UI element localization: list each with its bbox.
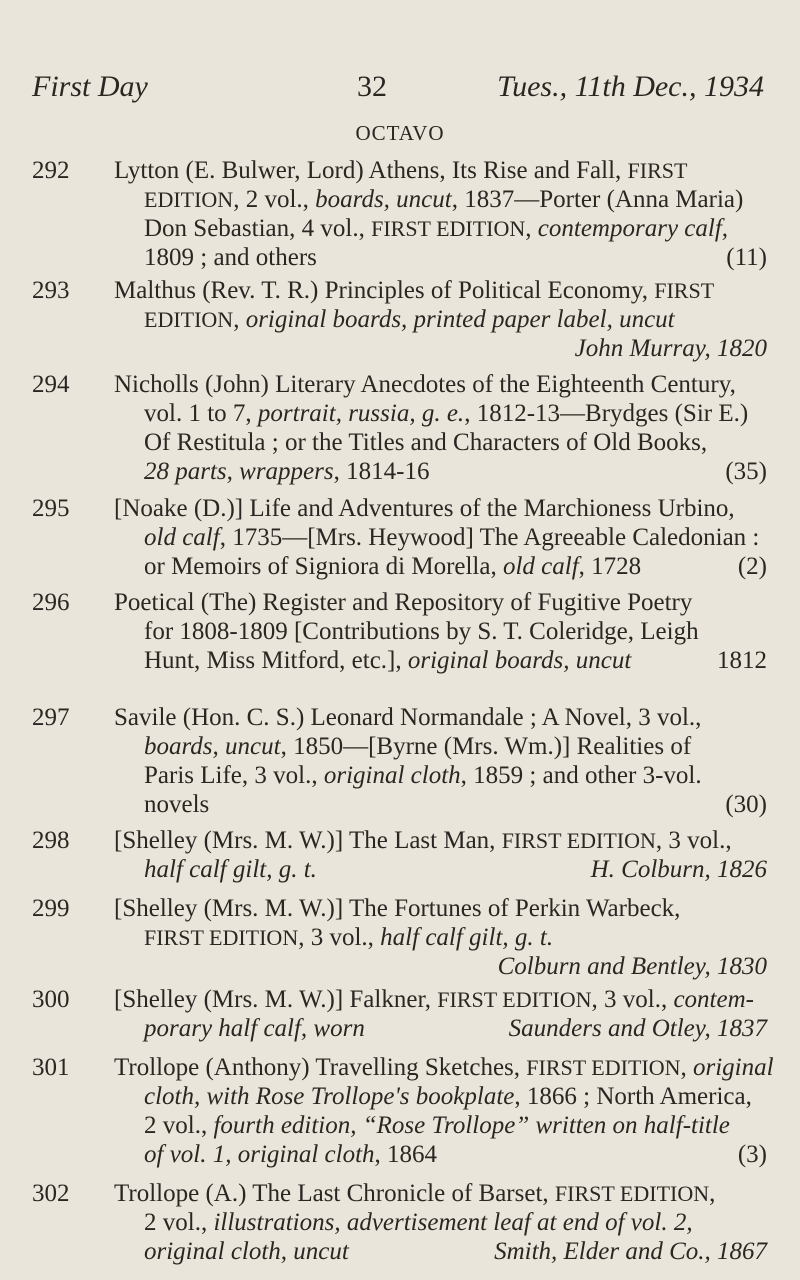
text: , 1850—[Byrne (Mrs. Wm.)] Realities of — [280, 733, 692, 760]
lot-number: 301 — [32, 1054, 70, 1081]
text: novels — [144, 791, 210, 818]
lot-line — [114, 1140, 767, 1169]
italic-text: half calf gilt, g. t. — [144, 856, 317, 883]
text: , — [233, 306, 246, 333]
page-number: 32 — [357, 70, 387, 103]
text: Hunt, Miss Mitford, etc.], — [144, 647, 408, 674]
text: 2 vol., — [144, 1112, 214, 1139]
small-caps-text: FIRST — [654, 278, 715, 303]
page-header — [32, 70, 764, 110]
lot-line — [114, 370, 767, 399]
lot-quantity: (35) — [725, 458, 767, 485]
text: Of Restitula ; or the Titles and Characters of Old Books, — [144, 429, 708, 456]
lot-line — [114, 494, 767, 523]
lot-line — [114, 646, 767, 675]
lot-number: 296 — [32, 589, 70, 616]
lot-number: 299 — [32, 895, 70, 922]
text: [Shelley (Mrs. M. W.)] The Fortunes of Perkin Warbeck, — [114, 895, 681, 922]
text: , 1812-13—Brydges (Sir E.) — [464, 400, 749, 427]
publisher-imprint: Smith, Elder and Co., 1867 — [494, 1238, 767, 1265]
lot-line — [114, 457, 767, 486]
lot-line — [114, 1053, 774, 1082]
italic-text: contemporary calf, — [537, 215, 729, 242]
lot-description — [114, 985, 767, 1043]
publisher-imprint: Saunders and Otley, 1837 — [508, 1015, 767, 1042]
italic-text: original boards, uncut — [407, 647, 632, 674]
lot-description — [114, 588, 767, 675]
lot-description — [114, 370, 767, 486]
text: , 1735—[Mrs. Heywood] The Agreeable Caledonian : — [219, 524, 760, 551]
italic-text: contem- — [673, 986, 754, 1013]
lot-description — [114, 1053, 774, 1169]
lot-line — [114, 855, 767, 884]
lot-description — [114, 494, 767, 581]
lot-number: 294 — [32, 371, 70, 398]
italic-text: of vol. 1, original cloth — [144, 1141, 375, 1168]
italic-text: 28 parts, wrappers — [144, 458, 334, 485]
text: [Shelley (Mrs. M. W.)] Falkner, — [114, 986, 438, 1013]
lot-line — [114, 156, 767, 185]
small-caps-text: FIRST EDITION — [501, 828, 656, 853]
text: Poetical (The) Register and Repository of Fugitive Poetry — [114, 589, 693, 616]
lot-number: 295 — [32, 495, 70, 522]
lot-line — [114, 732, 767, 761]
text: [Noake (D.)] Life and Adventures of the Marchioness Urbino, — [114, 495, 735, 522]
lot-number: 300 — [32, 986, 70, 1013]
lot-line — [114, 894, 767, 923]
lot-line — [114, 985, 767, 1014]
lot-line — [114, 428, 767, 457]
lot-line — [114, 790, 767, 819]
text: , 2 vol., — [233, 186, 316, 213]
small-caps-text: FIRST EDITION — [437, 987, 592, 1012]
text: Trollope (Anthony) Travelling Sketches, — [114, 1054, 527, 1081]
italic-text: half calf gilt, g. t. — [380, 924, 554, 951]
lot-line — [114, 617, 767, 646]
lot-line — [114, 334, 767, 363]
lot-quantity: (11) — [726, 244, 767, 271]
text: , 3 vol., — [591, 986, 674, 1013]
text: , — [680, 1054, 693, 1081]
lot-description — [114, 826, 767, 884]
italic-text: old calf — [144, 524, 220, 551]
text: , 1859 ; and other 3-vol. — [460, 762, 702, 789]
text: Nicholls (John) Literary Anecdotes of the Eighteenth Century, — [114, 371, 736, 398]
text: 2 vol., — [144, 1209, 214, 1236]
text: [Shelley (Mrs. M. W.)] The Last Man, — [114, 827, 502, 854]
text: , 1866 ; North America, — [514, 1083, 752, 1110]
lot-line — [114, 588, 767, 617]
italic-text: original cloth — [323, 762, 461, 789]
lot-line — [114, 1111, 767, 1140]
text: Malthus (Rev. T. R.) Principles of Political Economy, — [114, 277, 655, 304]
lot-line — [114, 276, 767, 305]
italic-text: fourth edition, “Rose Trollope” written on half-title — [213, 1112, 730, 1139]
italic-text: portrait, russia, g. e. — [257, 400, 465, 427]
text: Paris Life, 3 vol., — [144, 762, 324, 789]
publisher-imprint: Colburn and Bentley, 1830 — [497, 953, 767, 980]
italic-text: original cloth, uncut — [144, 1238, 349, 1265]
lot-quantity: 1812 — [717, 647, 767, 674]
italic-text: boards, uncut — [315, 186, 452, 213]
small-caps-text: FIRST EDITION — [554, 1181, 710, 1206]
publisher-imprint: John Murray, 1820 — [574, 335, 767, 362]
lot-description — [114, 156, 767, 272]
text: , 1728 — [578, 553, 642, 580]
italic-text: original boards, printed paper label, uncut — [245, 306, 675, 333]
lot-line — [114, 1179, 767, 1208]
text: , — [709, 1180, 716, 1207]
text: vol. 1 to 7, — [144, 400, 258, 427]
text: Savile (Hon. C. S.) Leonard Normandale ; A Novel, 3 vol., — [114, 704, 702, 731]
header-date: Tues., 11th Dec., 1934 — [497, 70, 764, 103]
lot-line — [114, 185, 767, 214]
italic-text: cloth, with Rose Trollope's bookplate — [144, 1083, 515, 1110]
publisher-imprint: H. Colburn, 1826 — [590, 856, 767, 883]
small-caps-text: FIRST EDITION — [371, 216, 526, 241]
lot-number: 297 — [32, 704, 70, 731]
lot-quantity: (2) — [737, 553, 767, 580]
italic-text: porary half calf, worn — [144, 1015, 365, 1042]
italic-text: old calf — [502, 553, 579, 580]
section-title: OCTAVO — [355, 121, 445, 145]
small-caps-text: FIRST — [627, 158, 688, 183]
lot-description — [114, 276, 767, 363]
italic-text: illustrations, advertisement leaf at end of vol. 2, — [213, 1209, 693, 1236]
lot-number: 293 — [32, 277, 70, 304]
lot-description — [114, 894, 767, 981]
lot-line — [114, 952, 767, 981]
lot-number: 292 — [32, 157, 70, 184]
lot-number: 302 — [32, 1180, 70, 1207]
lot-line — [114, 826, 767, 855]
lot-line — [114, 923, 767, 952]
text: Trollope (A.) The Last Chronicle of Barset, — [114, 1180, 555, 1207]
text: or Memoirs of Signiora di Morella, — [144, 553, 503, 580]
lot-line — [114, 1082, 767, 1111]
small-caps-text: FIRST EDITION — [526, 1055, 681, 1080]
text: , 3 vol., — [655, 827, 732, 854]
header-day: First Day — [32, 70, 148, 103]
lot-line — [114, 1237, 767, 1266]
text: , — [525, 215, 538, 242]
lot-line — [114, 399, 767, 428]
lot-line — [114, 214, 767, 243]
lot-line — [114, 761, 767, 790]
text: for 1808-1809 [Contributions by S. T. Coleridge, Leigh — [144, 618, 699, 645]
small-caps-text: EDITION — [144, 187, 234, 212]
text: Don Sebastian, 4 vol., — [144, 215, 372, 242]
text: , 1864 — [374, 1141, 438, 1168]
italic-text: boards, uncut — [144, 733, 281, 760]
lot-line — [114, 1014, 767, 1043]
text: , 1814-16 — [333, 458, 430, 485]
lot-description — [114, 1179, 767, 1266]
lot-line — [114, 552, 767, 581]
lot-line — [114, 243, 767, 272]
lot-line — [114, 1208, 767, 1237]
lot-line — [114, 523, 767, 552]
text: , 3 vol., — [298, 924, 381, 951]
small-caps-text: FIRST EDITION — [144, 925, 299, 950]
lot-quantity: (30) — [725, 791, 767, 818]
text: Lytton (E. Bulwer, Lord) Athens, Its Rise and Fall, — [114, 157, 628, 184]
lot-description — [114, 703, 767, 819]
small-caps-text: EDITION — [144, 307, 234, 332]
text: , 1837—Porter (Anna Maria) — [451, 186, 744, 213]
text: 1809 ; and others — [144, 244, 317, 271]
italic-text: original — [693, 1054, 774, 1081]
lot-line — [114, 305, 767, 334]
lot-line — [114, 703, 767, 732]
lot-quantity: (3) — [737, 1141, 767, 1168]
lot-number: 298 — [32, 827, 70, 854]
